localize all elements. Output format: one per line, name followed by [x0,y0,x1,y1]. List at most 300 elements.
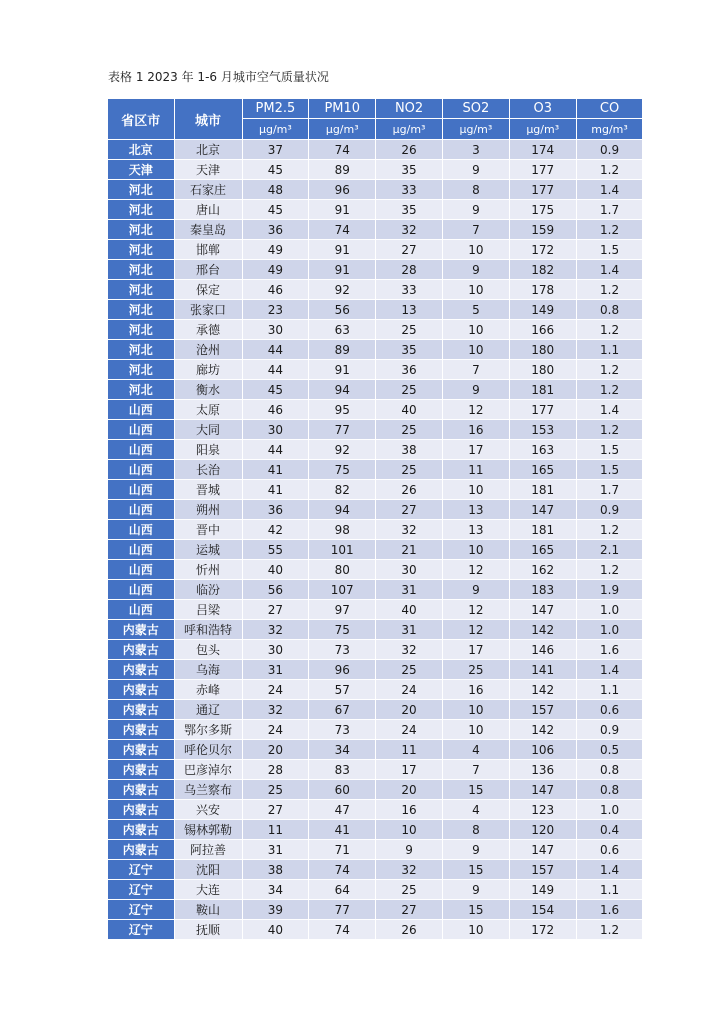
air-quality-table [108,99,643,940]
city-cell: 赤峰 [174,680,242,700]
value-cell: 1.4 [576,400,643,420]
value-cell: 32 [376,860,443,880]
table-row [108,480,643,500]
value-cell: 32 [242,620,309,640]
value-cell: 24 [242,680,309,700]
table-row [108,880,643,900]
value-cell: 95 [309,400,376,420]
value-cell: 174 [509,140,576,160]
province-cell: 内蒙古 [108,660,174,680]
value-cell: 146 [509,640,576,660]
value-cell: 45 [242,160,309,180]
value-cell: 0.5 [576,740,643,760]
value-cell: 41 [242,480,309,500]
value-cell: 32 [376,520,443,540]
value-cell: 41 [309,820,376,840]
value-cell: 9 [442,200,509,220]
value-cell: 16 [376,800,443,820]
value-cell: 92 [309,280,376,300]
value-cell: 28 [376,260,443,280]
value-cell: 21 [376,540,443,560]
value-cell: 1.2 [576,360,643,380]
value-cell: 153 [509,420,576,440]
value-cell: 89 [309,160,376,180]
city-cell: 石家庄 [174,180,242,200]
table-row [108,360,643,380]
table-row [108,220,643,240]
table-row [108,280,643,300]
value-cell: 1.4 [576,260,643,280]
value-cell: 20 [242,740,309,760]
header-unit: μg/m³ [242,119,309,140]
city-cell: 乌海 [174,660,242,680]
table-row [108,700,643,720]
value-cell: 25 [376,320,443,340]
value-cell: 94 [309,380,376,400]
value-cell: 31 [376,580,443,600]
value-cell: 9 [442,580,509,600]
value-cell: 147 [509,840,576,860]
city-cell: 沧州 [174,340,242,360]
value-cell: 10 [442,480,509,500]
value-cell: 154 [509,900,576,920]
value-cell: 1.1 [576,340,643,360]
city-cell: 锡林郭勒 [174,820,242,840]
table-row [108,820,643,840]
table-row [108,840,643,860]
header-unit: μg/m³ [442,119,509,140]
value-cell: 1.0 [576,620,643,640]
province-cell: 内蒙古 [108,840,174,860]
value-cell: 30 [376,560,443,580]
value-cell: 1.2 [576,280,643,300]
value-cell: 16 [442,420,509,440]
value-cell: 36 [376,360,443,380]
province-cell: 山西 [108,600,174,620]
table-body [108,140,643,940]
value-cell: 8 [442,820,509,840]
city-cell: 临汾 [174,580,242,600]
city-cell: 天津 [174,160,242,180]
value-cell: 49 [242,240,309,260]
value-cell: 10 [442,920,509,940]
value-cell: 177 [509,400,576,420]
value-cell: 15 [442,780,509,800]
table-row [108,200,643,220]
value-cell: 4 [442,800,509,820]
value-cell: 1.5 [576,460,643,480]
province-cell: 内蒙古 [108,620,174,640]
province-cell: 河北 [108,180,174,200]
province-cell: 内蒙古 [108,640,174,660]
city-cell: 太原 [174,400,242,420]
value-cell: 24 [376,720,443,740]
value-cell: 57 [309,680,376,700]
province-cell: 山西 [108,440,174,460]
value-cell: 25 [376,880,443,900]
city-cell: 大连 [174,880,242,900]
value-cell: 60 [309,780,376,800]
city-cell: 朔州 [174,500,242,520]
city-cell: 衡水 [174,380,242,400]
value-cell: 27 [376,500,443,520]
province-cell: 北京 [108,140,174,160]
value-cell: 25 [376,660,443,680]
value-cell: 47 [309,800,376,820]
value-cell: 35 [376,160,443,180]
city-cell: 阿拉善 [174,840,242,860]
table-row [108,620,643,640]
value-cell: 123 [509,800,576,820]
table-row [108,800,643,820]
table-row [108,340,643,360]
value-cell: 1.4 [576,860,643,880]
province-cell: 河北 [108,260,174,280]
value-cell: 74 [309,920,376,940]
value-cell: 178 [509,280,576,300]
value-cell: 0.4 [576,820,643,840]
table-caption: 表格 1 2023 年 1-6 月城市空气质量状况 [108,70,329,84]
value-cell: 36 [242,220,309,240]
value-cell: 34 [309,740,376,760]
province-cell: 天津 [108,160,174,180]
value-cell: 24 [242,720,309,740]
value-cell: 83 [309,760,376,780]
value-cell: 31 [242,660,309,680]
value-cell: 98 [309,520,376,540]
value-cell: 1.4 [576,180,643,200]
value-cell: 7 [442,220,509,240]
value-cell: 37 [242,140,309,160]
table-row [108,580,643,600]
city-cell: 呼伦贝尔 [174,740,242,760]
city-cell: 运城 [174,540,242,560]
table-header [108,99,643,140]
value-cell: 11 [376,740,443,760]
value-cell: 75 [309,460,376,480]
city-cell: 抚顺 [174,920,242,940]
value-cell: 46 [242,400,309,420]
value-cell: 97 [309,600,376,620]
value-cell: 27 [242,600,309,620]
value-cell: 13 [442,520,509,540]
table-row [108,320,643,340]
city-cell: 兴安 [174,800,242,820]
table-row [108,520,643,540]
value-cell: 1.4 [576,660,643,680]
value-cell: 0.8 [576,300,643,320]
value-cell: 172 [509,240,576,260]
value-cell: 10 [442,320,509,340]
city-cell: 通辽 [174,700,242,720]
table-row [108,420,643,440]
city-cell: 唐山 [174,200,242,220]
value-cell: 9 [442,380,509,400]
city-cell: 吕梁 [174,600,242,620]
value-cell: 15 [442,900,509,920]
value-cell: 92 [309,440,376,460]
value-cell: 27 [376,900,443,920]
value-cell: 30 [242,640,309,660]
header-pollutant-name: CO [576,99,643,119]
value-cell: 182 [509,260,576,280]
value-cell: 12 [442,600,509,620]
province-cell: 内蒙古 [108,760,174,780]
table-row [108,560,643,580]
value-cell: 136 [509,760,576,780]
table-row [108,460,643,480]
province-cell: 辽宁 [108,900,174,920]
value-cell: 1.2 [576,560,643,580]
value-cell: 142 [509,720,576,740]
value-cell: 107 [309,580,376,600]
value-cell: 34 [242,880,309,900]
value-cell: 0.9 [576,140,643,160]
value-cell: 181 [509,380,576,400]
value-cell: 25 [242,780,309,800]
value-cell: 2.1 [576,540,643,560]
province-cell: 山西 [108,540,174,560]
value-cell: 94 [309,500,376,520]
value-cell: 71 [309,840,376,860]
value-cell: 40 [376,400,443,420]
value-cell: 149 [509,880,576,900]
city-cell: 晋中 [174,520,242,540]
value-cell: 147 [509,500,576,520]
value-cell: 0.8 [576,780,643,800]
province-cell: 河北 [108,220,174,240]
value-cell: 10 [442,540,509,560]
value-cell: 17 [442,640,509,660]
value-cell: 7 [442,360,509,380]
value-cell: 180 [509,360,576,380]
province-cell: 辽宁 [108,880,174,900]
value-cell: 1.0 [576,600,643,620]
value-cell: 1.2 [576,420,643,440]
value-cell: 25 [376,380,443,400]
table-row [108,440,643,460]
value-cell: 8 [442,180,509,200]
value-cell: 106 [509,740,576,760]
table-row [108,900,643,920]
value-cell: 147 [509,780,576,800]
header-unit: μg/m³ [309,119,376,140]
value-cell: 26 [376,920,443,940]
province-cell: 内蒙古 [108,740,174,760]
value-cell: 157 [509,860,576,880]
table-row [108,600,643,620]
header-unit: μg/m³ [376,119,443,140]
value-cell: 10 [442,240,509,260]
table-row [108,860,643,880]
city-cell: 呼和浩特 [174,620,242,640]
table-row [108,720,643,740]
city-cell: 忻州 [174,560,242,580]
value-cell: 181 [509,480,576,500]
table-row [108,160,643,180]
value-cell: 175 [509,200,576,220]
value-cell: 0.9 [576,500,643,520]
table-row [108,240,643,260]
value-cell: 20 [376,700,443,720]
province-cell: 内蒙古 [108,680,174,700]
value-cell: 3 [442,140,509,160]
city-cell: 保定 [174,280,242,300]
value-cell: 142 [509,620,576,640]
value-cell: 165 [509,540,576,560]
value-cell: 183 [509,580,576,600]
value-cell: 12 [442,620,509,640]
province-cell: 河北 [108,240,174,260]
value-cell: 39 [242,900,309,920]
table-row [108,640,643,660]
value-cell: 1.1 [576,680,643,700]
value-cell: 30 [242,320,309,340]
value-cell: 77 [309,420,376,440]
value-cell: 74 [309,140,376,160]
value-cell: 74 [309,220,376,240]
province-cell: 河北 [108,320,174,340]
city-cell: 张家口 [174,300,242,320]
value-cell: 96 [309,180,376,200]
value-cell: 180 [509,340,576,360]
province-cell: 河北 [108,340,174,360]
value-cell: 9 [442,880,509,900]
province-cell: 内蒙古 [108,780,174,800]
value-cell: 63 [309,320,376,340]
header-pollutant-name: NO2 [376,99,443,119]
province-cell: 山西 [108,460,174,480]
value-cell: 13 [376,300,443,320]
province-cell: 内蒙古 [108,720,174,740]
province-cell: 河北 [108,380,174,400]
value-cell: 67 [309,700,376,720]
value-cell: 31 [242,840,309,860]
value-cell: 27 [376,240,443,260]
value-cell: 1.7 [576,200,643,220]
value-cell: 42 [242,520,309,540]
value-cell: 24 [376,680,443,700]
value-cell: 1.2 [576,520,643,540]
city-cell: 巴彦淖尔 [174,760,242,780]
province-cell: 辽宁 [108,860,174,880]
value-cell: 44 [242,440,309,460]
value-cell: 12 [442,560,509,580]
province-cell: 内蒙古 [108,820,174,840]
city-cell: 阳泉 [174,440,242,460]
value-cell: 166 [509,320,576,340]
header-unit: μg/m³ [509,119,576,140]
province-cell: 山西 [108,580,174,600]
value-cell: 44 [242,340,309,360]
value-cell: 1.6 [576,640,643,660]
value-cell: 23 [242,300,309,320]
province-cell: 河北 [108,280,174,300]
value-cell: 1.0 [576,800,643,820]
value-cell: 32 [376,640,443,660]
province-cell: 内蒙古 [108,700,174,720]
value-cell: 40 [242,560,309,580]
value-cell: 9 [376,840,443,860]
value-cell: 165 [509,460,576,480]
value-cell: 40 [242,920,309,940]
value-cell: 162 [509,560,576,580]
table-row [108,300,643,320]
city-cell: 包头 [174,640,242,660]
value-cell: 7 [442,760,509,780]
value-cell: 9 [442,260,509,280]
table-row [108,680,643,700]
value-cell: 28 [242,760,309,780]
header-pollutant-name: SO2 [442,99,509,119]
province-cell: 山西 [108,420,174,440]
value-cell: 38 [376,440,443,460]
value-cell: 147 [509,600,576,620]
value-cell: 49 [242,260,309,280]
value-cell: 1.5 [576,440,643,460]
value-cell: 73 [309,640,376,660]
value-cell: 1.1 [576,880,643,900]
value-cell: 177 [509,180,576,200]
value-cell: 91 [309,200,376,220]
province-cell: 山西 [108,480,174,500]
table-row [108,540,643,560]
value-cell: 11 [442,460,509,480]
province-cell: 山西 [108,500,174,520]
value-cell: 25 [376,460,443,480]
value-cell: 48 [242,180,309,200]
value-cell: 35 [376,340,443,360]
value-cell: 0.9 [576,720,643,740]
city-cell: 沈阳 [174,860,242,880]
value-cell: 181 [509,520,576,540]
value-cell: 46 [242,280,309,300]
value-cell: 177 [509,160,576,180]
city-cell: 邯郸 [174,240,242,260]
province-cell: 山西 [108,560,174,580]
header-pollutant-name: O3 [509,99,576,119]
value-cell: 35 [376,200,443,220]
value-cell: 91 [309,260,376,280]
value-cell: 64 [309,880,376,900]
value-cell: 32 [376,220,443,240]
value-cell: 56 [309,300,376,320]
value-cell: 38 [242,860,309,880]
value-cell: 26 [376,480,443,500]
value-cell: 1.2 [576,920,643,940]
city-cell: 承德 [174,320,242,340]
province-cell: 山西 [108,400,174,420]
value-cell: 91 [309,360,376,380]
city-cell: 北京 [174,140,242,160]
value-cell: 74 [309,860,376,880]
value-cell: 20 [376,780,443,800]
value-cell: 0.6 [576,700,643,720]
value-cell: 89 [309,340,376,360]
table-row [108,780,643,800]
value-cell: 149 [509,300,576,320]
value-cell: 10 [442,280,509,300]
city-cell: 乌兰察布 [174,780,242,800]
value-cell: 40 [376,600,443,620]
value-cell: 45 [242,380,309,400]
header-pollutant-name: PM10 [309,99,376,119]
city-cell: 鞍山 [174,900,242,920]
value-cell: 1.2 [576,320,643,340]
value-cell: 0.8 [576,760,643,780]
table-row [108,180,643,200]
value-cell: 55 [242,540,309,560]
